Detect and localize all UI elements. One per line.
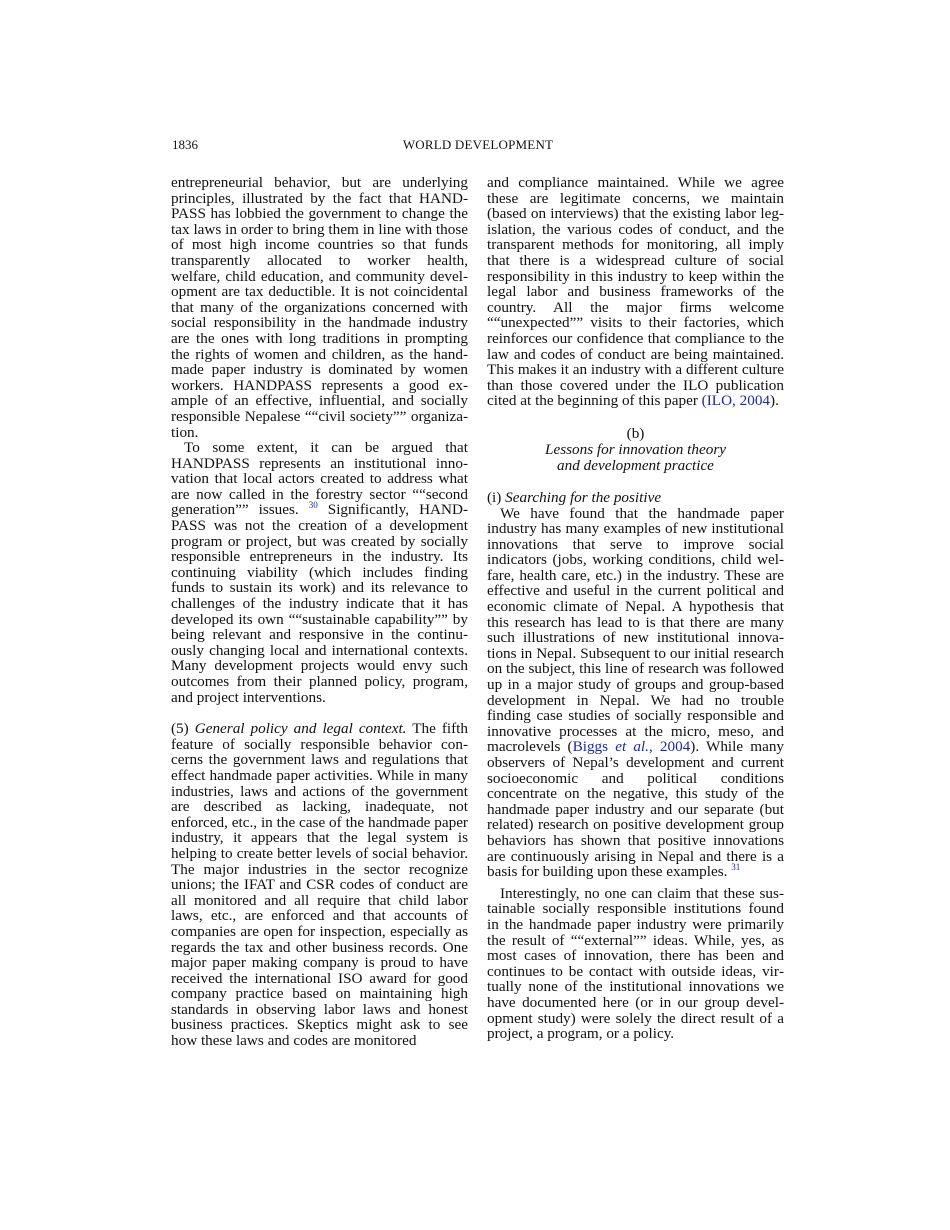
paragraph-text: Significantly, HANDPASS was not the creation of a development program or project, but was created by socially responsible entrepreneurs in the industry. Its continuing viability (which includes finding funds to sustain its work) and its relevance to challenges of the industry indicate that it has developed its own ““sustainable capability”” by being relevant and responsive in the continuously changing local and international contexts. Many development projects would envy such outcomes from their planned policy, program, and project interventions. [171,501,468,706]
right-column [487,175,784,1042]
section-heading-line1 [487,426,784,458]
paragraph-external-ideas: Interestingly, no one can claim that these sustainable socially responsible institutions found in the handmade paper industry were primarily the result of ““external”” ideas. While, yes, as most cases of innovation, there has been and continues to be contact with outside ideas, virtually none of the institutional innovations we have documented here (or in our group development study) were solely the direct result of a project, a program, or a policy. [487,884,784,1043]
section-heading-b [487,426,784,474]
paragraph-general-policy [171,721,468,1048]
section-label: (b) [626,424,645,442]
subsection-label: (i) [487,488,506,506]
page-number: 1836 [172,137,198,152]
left-column [171,175,468,1049]
section-title-line2: and development practice [557,456,714,474]
citation-ilo-2004[interactable]: ILO, 2004 [706,392,771,410]
paragraph-compliance [487,175,784,409]
paragraph-text: The fifth feature of socially responsible behavior concerns the government laws and regulations that effect handmade paper activities. While in many industries, laws and actions of the government are described as lacking, inadequate, not enforced, etc., in the case of the handmade paper industry, it appears that the legal system is helping to create better levels of social behavior. The major industries in the sector recognize unions; the IFAT and CSR codes of conduct are all monitored and all require that child labor laws, etc., are enforced and that accounts of companies are open for inspection, especially as regards the tax and other business records. One major paper making company is proud to have received the international ISO award for good company practice based on maintaining high standards in observing labor laws and honest business practices. Skeptics might ask to see how these laws and codes are monitored [171,720,468,1050]
subsection-title: Searching for the positive [505,488,662,506]
section-heading-line2 [487,458,784,474]
citation-biggs-author[interactable]: Biggs [572,738,616,756]
citation-open: ( [701,392,707,410]
running-header [172,137,784,155]
paragraph-institutional-innovation [171,440,468,705]
citation-biggs-year[interactable]: , 2004 [648,738,691,756]
item-number: (5) [171,720,195,738]
paragraph-text: ). While many observers of Nepal’s development and current socioeconomic and political conditions concentrate on the negative, this study of the handmade paper industry and our separate (but related) research on positive development group behaviors has shown that positive innovations are continuously arising in Nepal and there is a basis for building upon these examples. [487,738,785,881]
run-in-heading: General policy and legal context. [194,720,407,738]
footnote-ref-31[interactable]: 31 [731,862,741,873]
section-title-line1: Lessons for innovation theory [545,440,726,458]
paragraph-handpass-lobbying: entrepreneurial behavior, but are underlying principles, illustrated by the fact that HANDPASS has lobbied the government to change the tax laws in order to bring them in line with those of most high income countries so that funds transparently allocated to worker health, welfare, child education, and community development are tax deductible. It is not coincidental that many of the organizations concerned with social responsibility in the handmade industry are the ones with long traditions in prompting the rights of women and children, as the handmade paper industry is dominated by women workers. HANDPASS represents a good example of an effective, influential, and socially responsible Nepalese ““civil society”” organization. [171,174,468,441]
paragraph-text: and compliance maintained. While we agree these are legitimate concerns, we maintain (based on interviews) that the existing labor legislation, the various codes of conduct, and the transparent methods for monitoring, all imply that there is a widespread culture of social responsibility in this industry to keep within the legal labor and business frameworks of the country. All the major firms welcome ““unexpected”” visits to their factories, which reinforces our confidence that compliance to the law and codes of conduct are being maintained. This makes it an industry with a different culture than those covered under the ILO publication cited at the beginning of this paper [487,174,784,410]
subsection-heading-i [487,490,784,506]
footnote-ref-30[interactable]: 30 [308,500,318,511]
citation-biggs-etal[interactable]: et al. [615,738,649,756]
journal-title: WORLD DEVELOPMENT [402,137,554,152]
paragraph-text: To some extent, it can be argued that HANDPASS represents an institutional innovation that local actors created to address what are now called in the forestry sector ““second generation”” issues. [171,439,468,519]
paragraph-text: We have found that the handmade paper industry has many examples of new institutional innovations that serve to improve social indicators (jobs, working conditions, child welfare, health care, etc.) in the industry. These are effective and useful in the current political and economic climate of Nepal. A hypothesis that this research has lead to is that there are many such illustrations of new institutional innovations in Nepal. Subsequent to our initial research on the subject, this line of research was followed up in a major study of groups and group-based development in Nepal. We had no trouble finding case studies of socially responsible and innovative processes at the micro, meso, and macrolevels ( [487,504,784,756]
paragraph-searching-positive [487,506,784,880]
citation-close: ). [770,392,779,410]
